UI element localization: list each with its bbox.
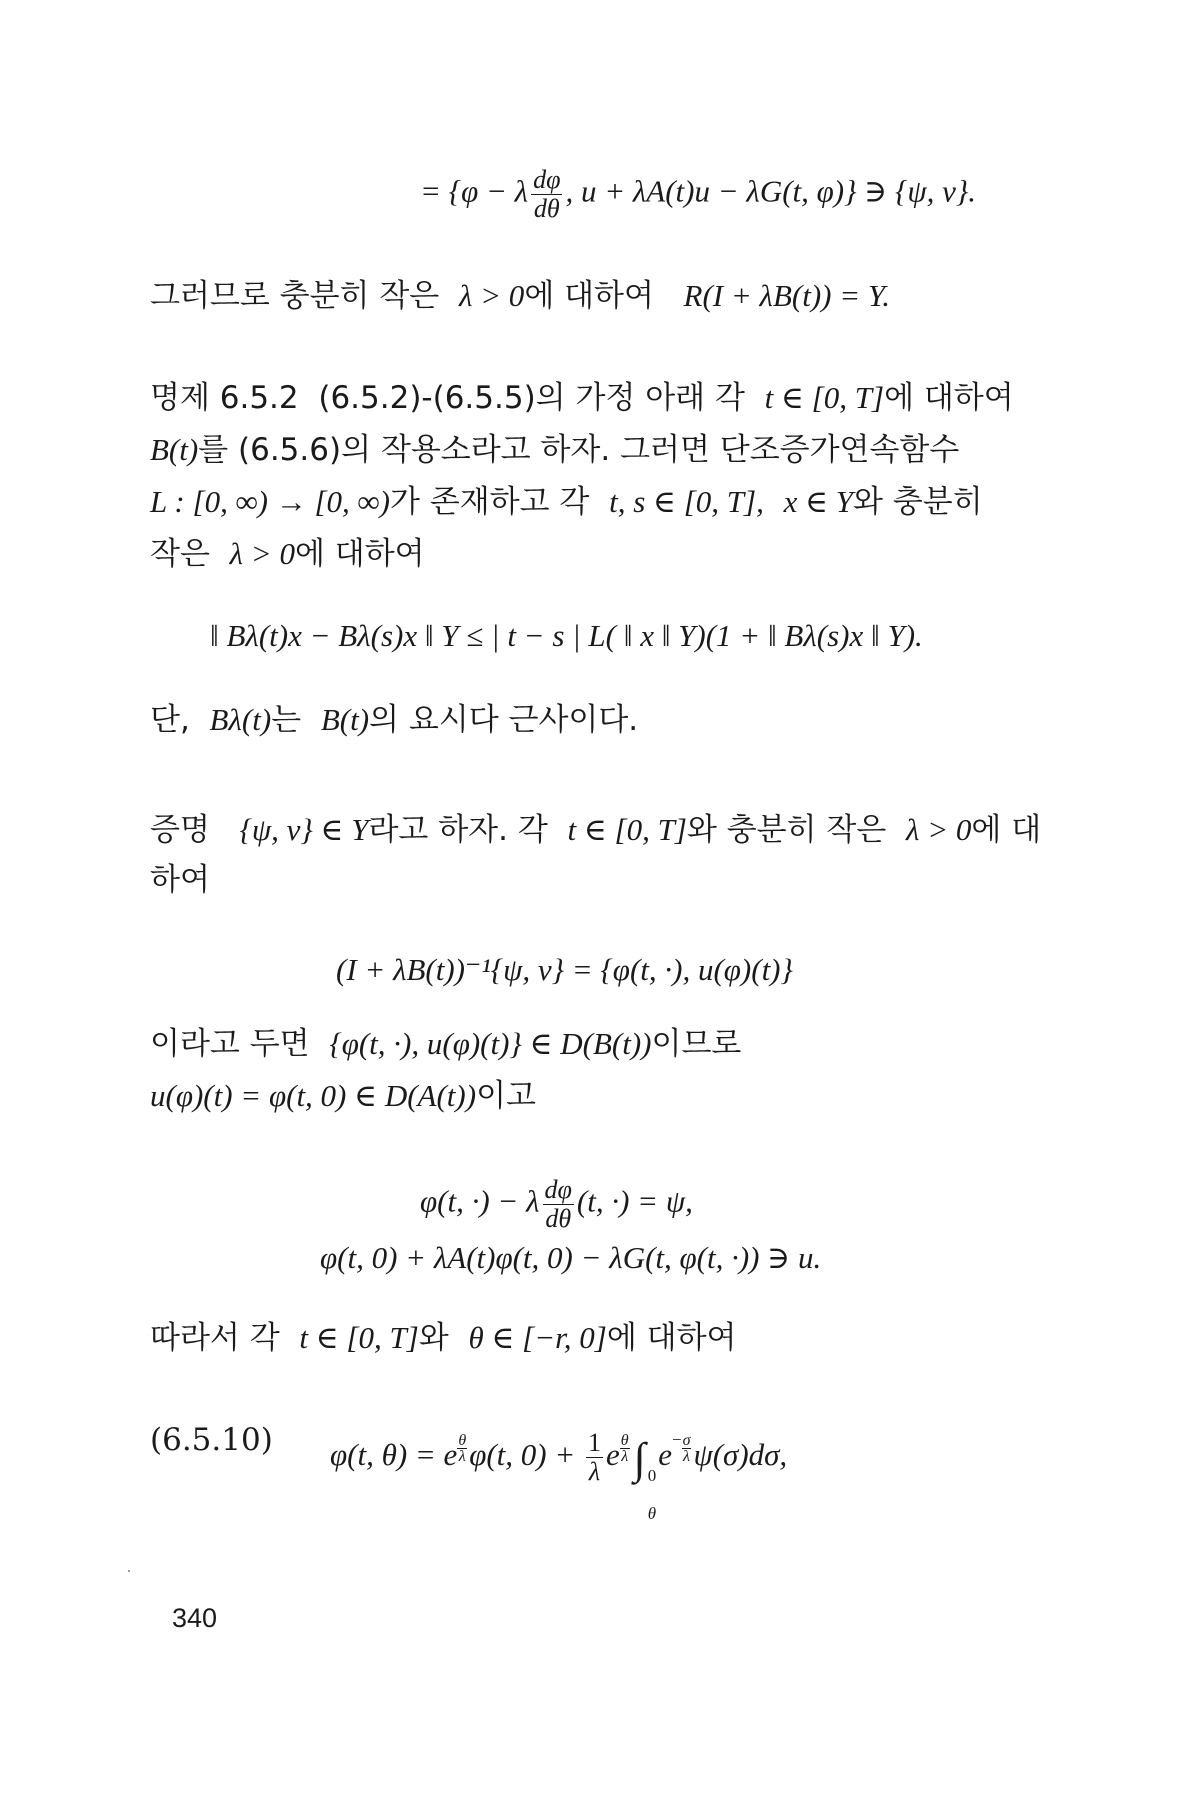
exponent-theta-over-lambda: $\frac{\theta}{\lambda}$: [458, 1432, 467, 1465]
equation-6-5-10: φ(t, θ) = e $\frac{\theta}{\lambda}$ φ(t, 0) + $\frac{1}{\lambda}$ e $\frac{\theta}{\lambda}$ ∫ 0 θ e− $\frac{\sigma}{\lambda}$ ψ(σ)dσ,: [330, 1428, 788, 1523]
paragraph-domain-2: u(φ)(t) = φ(t, 0) ∈ D(A(t))이고: [150, 1078, 536, 1114]
fraction-dphi-dtheta-2: $\frac{d\varphi}{d\theta}$: [544, 1175, 572, 1233]
proof-line-2: 하여: [150, 862, 210, 898]
exponent-sigma-over-lambda: $\frac{\sigma}{\lambda}$: [682, 1432, 691, 1465]
page-number: 340: [172, 1603, 218, 1633]
integral-limits: 0 θ: [647, 1466, 657, 1523]
paragraph-range-condition: 그러므로 충분히 작은 λ > 0에 대하여 R(I + λB(t)) = Y.: [150, 278, 891, 314]
lipschitz-inequality: ‖ Bλ(t)x − Bλ(s)x ‖ Y ≤ | t − s | L( ‖ x ‖ Y)(1 + ‖ Bλ(s)x ‖ Y).: [210, 618, 923, 653]
fraction-dphi-dtheta: $\frac{d\varphi}{d\theta}$: [533, 165, 561, 223]
proposition-line-3: L : [0, ∞) → [0, ∞)가 존재하고 각 t, s ∈ [0, T], x ∈ Y와 충분히: [150, 484, 983, 520]
remark-yosida: 단, Bλ(t)는 B(t)의 요시다 근사이다.: [150, 702, 639, 738]
proof-line-1: 증명 {ψ, v} ∈ Y라고 하자. 각 t ∈ [0, T]와 충분히 작은 λ > 0에 대: [150, 812, 1042, 848]
proposition-line-4: 작은 λ > 0에 대하여: [150, 536, 425, 572]
scan-speck: [128, 1570, 130, 1572]
integral-sign: ∫: [633, 1434, 646, 1483]
proposition-line-2: B(t)를 (6.5.6)의 작용소라고 하자. 그러면 단조증가연속함수: [150, 432, 960, 468]
equation-resolvent: (I + λB(t))⁻¹{ψ, v} = {φ(t, ·), u(φ)(t)}: [336, 952, 793, 987]
exponent-theta-over-lambda-2: $\frac{\theta}{\lambda}$: [620, 1432, 629, 1465]
equation-top: = {φ − λ $\frac{d\varphi}{d\theta}$ , u + λA(t)u − λG(t, φ)} ∋ {ψ, v}.: [420, 165, 977, 223]
proof-label: 증명: [150, 812, 210, 848]
proposition-label: 명제 6.5.2: [150, 380, 299, 416]
equation-system-2: φ(t, 0) + λA(t)φ(t, 0) − λG(t, φ(t, ·)) ∋ u.: [320, 1240, 822, 1275]
paragraph-domain-1: 이라고 두면 {φ(t, ·), u(φ)(t)} ∈ D(B(t))이므로: [150, 1026, 742, 1062]
paragraph-for-each: 따라서 각 t ∈ [0, T]와 θ ∈ [−r, 0]에 대하여: [150, 1320, 737, 1356]
equation-label-6-5-10: (6.5.10): [150, 1422, 273, 1458]
equation-system-1: φ(t, ·) − λ $\frac{d\varphi}{d\theta}$ (t, ·) = ψ,: [420, 1175, 693, 1233]
fraction-one-over-lambda: $\frac{1}{\lambda}$: [588, 1428, 602, 1487]
proposition-line-1: 명제 6.5.2 (6.5.2)-(6.5.5)의 가정 아래 각 t ∈ [0, T]에 대하여: [150, 380, 1014, 416]
